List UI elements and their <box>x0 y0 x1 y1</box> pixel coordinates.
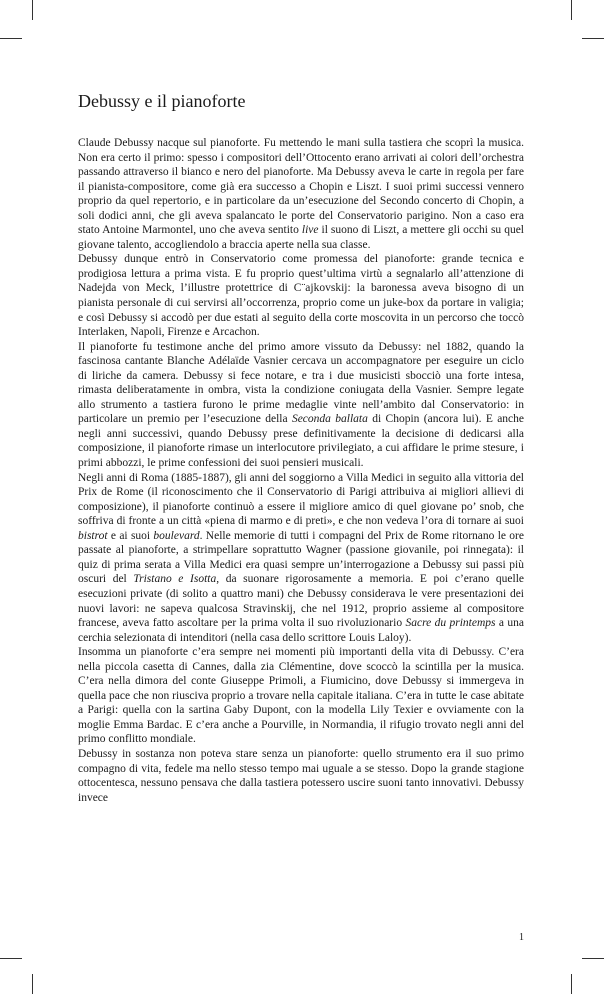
text-run: Debussy in sostanza non poteva stare senza un pianoforte: quello strumento era il suo primo compagno di vita, fedele ma nello stesso tempo mai uguale a se stesso. Dopo la grande stagione ottocentesca, nessuno pensava che dalla tastiera potessero uscire suoni tanto innovativi. Debussy invece <box>78 747 524 804</box>
italic-text: bistrot <box>78 529 108 542</box>
text-run: Insomma un pianoforte c’era sempre nei momenti più importanti della vita di Debussy. C’era nella piccola casetta di Cannes, dalla zia Clémentine, dove scoccò la scintilla per la musica. C’era nella dimora del conte Giuseppe Primoli, a Fiumicino, dove Debussy si immergeva in quella pace che non riusciva proprio a trovare nella capitale italiana. C’era in tutte le case abitate a Parigi: quella con la sartina Gaby Dupont, con la modella Lily Texier e ovviamente con la moglie Emma Bardac. E c’era anche a Pourville, in Normandia, il rifugio trovato negli anni del primo conflitto mondiale. <box>78 646 524 746</box>
paragraph <box>78 252 524 339</box>
italic-text: Seconda ballata <box>291 413 368 426</box>
text-run: e ai suoi <box>107 529 154 542</box>
crop-mark <box>0 958 22 959</box>
page-number: 1 <box>519 932 524 943</box>
crop-mark <box>32 0 33 20</box>
text-run: Claude Debussy nacque sul pianoforte. Fu mettendo le mani sulla tastiera che scoprì la musica. Non era certo il primo: spesso i compositori dell’Ottocento erano arrivati ai colori dell’orchestra passando attraverso il bianco e nero del pianoforte. Ma Debussy aveva le carte in regola per fare il pianista-compositore, come già era successo a Chopin e Liszt. I suoi primi successi vennero proprio da quel repertorio, e in particolare da un’esecuzione del Secondo concerto di Chopin, a soli dodici anni, che gli aveva spalancato le porte del Conservatorio parigino. Non a caso era stato Antoine Marmontel, uno che aveva sentito <box>78 137 524 237</box>
paragraph <box>78 645 524 747</box>
paragraph <box>78 471 524 646</box>
text-run: Negli anni di Roma (1885-1887), gli anni del soggiorno a Villa Medici in seguito alla vittoria del Prix de Rome (il riconoscimento che il Conservatorio di Parigi attribuiva ai migliori allievi di composizione), il pianoforte continuò a essere il migliore amico di quel giovane po’ snob, che soffriva di fronte a un città «piena di marmo e di preti», e che non vedeva l’ora di tornare ai suoi <box>78 471 524 528</box>
text-run: . Nelle memorie di tutti i compagni del Prix de Rome ritornano le ore passate al pianoforte, a strimpellare soprattutto Wagner (passione giovanile, poi rinnegata): il quiz di prima serata a Villa Medici era quasi sempre un’interrogazione a Debussy sui passi più oscuri del <box>78 529 524 586</box>
paragraph <box>78 136 524 252</box>
text-run: di Chopin (ancora lui). E anche negli anni successivi, quando Debussy prese definitivamente la decisione di dedicarsi alla composizione, il pianoforte rimase un interlocutore privilegiato, a cui affidare le prime stesure, i primi abbozzi, le prime confessioni dei suoi pensieri musicali. <box>78 413 525 470</box>
paragraph <box>78 747 524 805</box>
paragraph <box>78 340 524 471</box>
crop-mark <box>582 38 604 39</box>
crop-mark <box>571 0 572 20</box>
text-run: , da suonare rigorosamente a memoria. E poi c’erano quelle esecuzioni private (di solito a quattro mani) che Debussy considerava le vere presentazioni dei nuovi lavori: ne sapeva qualcosa Stravinskij, che nel 1912, proprio assieme al compositore francese, aveva fatto ascoltare per la prima volta il suo rivoluzionario <box>78 573 525 630</box>
text-run: Debussy dunque entrò in Conservatorio come promessa del pianoforte: grande tecnica e prodigiosa lettura a prima vista. E fu proprio quest’ultima virtù a segnalarlo all’attenzione di Nadejda von Meck, l’illustre protettrice di C¨ajkovskij: la baronessa aveva bisogno di un pianista personale di cui servirsi all’occorrenza, proprio come un juke-box da portare in valigia; e così Debussy si accodò per due estati al seguito della corte moscovita in un percorso che toccò Interlaken, Napoli, Firenze e Arcachon. <box>78 253 524 339</box>
page-title: Debussy e il pianoforte <box>78 91 246 111</box>
crop-mark <box>32 974 33 994</box>
crop-mark <box>571 974 572 994</box>
italic-text: Sacre du printemps <box>405 617 496 630</box>
italic-text: boulevard <box>153 529 200 542</box>
text-run: il suono di Liszt, a mettere gli occhi su quel giovane talento, accogliendolo a braccia aperte nella sua classe. <box>78 224 524 251</box>
crop-mark <box>0 38 22 39</box>
crop-mark <box>582 958 604 959</box>
text-run: Il pianoforte fu testimone anche del primo amore vissuto da Debussy: nel 1882, quando la fascinosa cantante Blanche Adélaïde Vasnier cercava un accompagnatore per eseguire un ciclo di liriche da camera. Debussy si fece notare, e tra i due musicisti sbocciò una forte intesa, rimasta deliberatamente in ombra, vista la condizione coniugata della Vasnier. Sempre legate allo strumento a tastiera furono le prime medaglie vinte nell’ambito dal Conservatorio: in particolare un premio per l’esecuzione della <box>78 340 524 426</box>
body-text <box>78 136 524 805</box>
italic-text: Tristano e Isotta <box>133 573 217 586</box>
italic-text: live <box>301 224 319 237</box>
text-run: a una cerchia selezionata di intenditori (nella casa dello scrittore Louis Laloy). <box>78 617 524 644</box>
